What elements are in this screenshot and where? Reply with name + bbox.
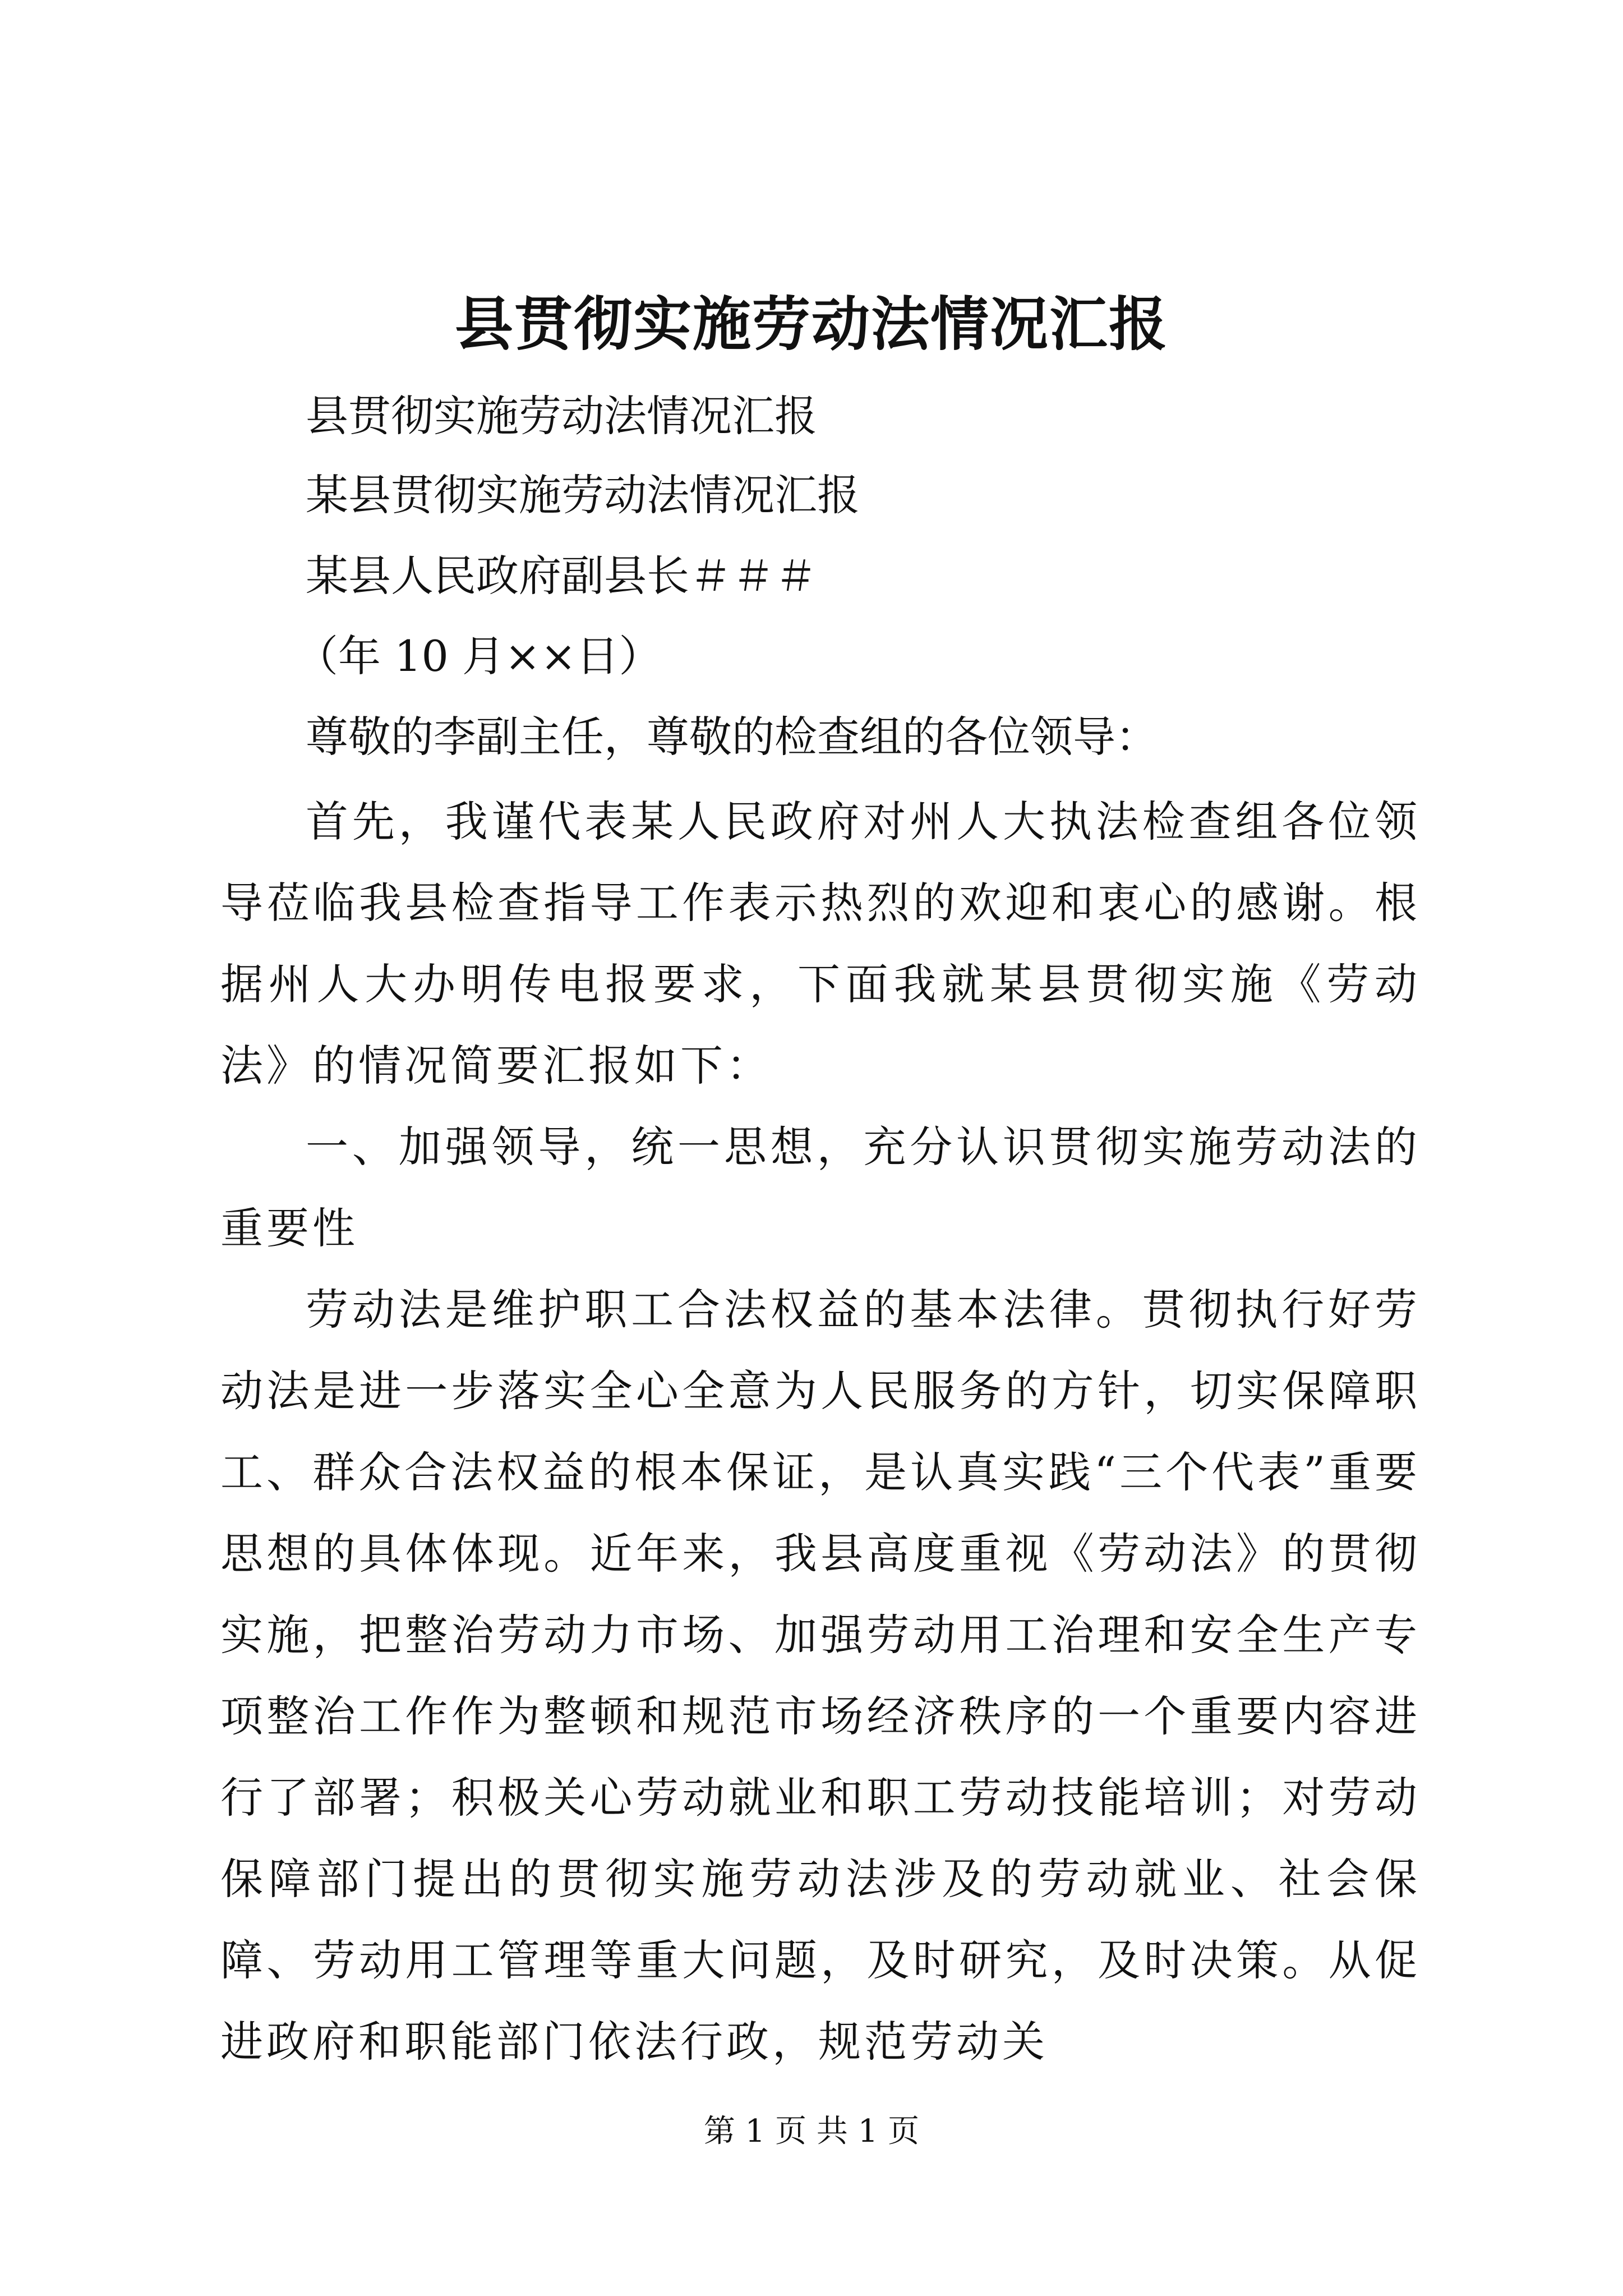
paragraph-intro: 首先，我谨代表某人民政府对州人大执法检查组各位领导莅临我县检查指导工作表示热烈的欢迎和衷心的感谢。根据州人大办明传电报要求，下面我就某县贯彻实施《劳动法》的情况简要汇报如下： bbox=[220, 797, 1421, 1091]
document-title: 县贯彻实施劳动法情况汇报 bbox=[454, 289, 1168, 358]
section-heading: 一、加强领导，统一思想，充分认识贯彻实施劳动法的重要性 bbox=[220, 1122, 1421, 1253]
subtitle-line: 某县贯彻实施劳动法情况汇报 bbox=[306, 470, 860, 520]
paragraph-body: 劳动法是维护职工合法权益的基本法律。贯彻执行好劳动法是进一步落实全心全意为人民服务的方针，切实保障职工、群众合法权益的根本保证，是认真实践“三个代表”重要思想的具体体现。近年来，我县高度重视《劳动法》的贯彻实施，把整治劳动力市场、加强劳动用工治理和安全生产专项整治工作作为整顿和规范市场经济秩序的一个重要内容进行了部署；积极关心劳动就业和职工劳动技能培训；对劳动保障部门提出的贯彻实施劳动法涉及的劳动就业、社会保障、劳动用工管理等重大问题，及时研究，及时决策。从促进政府和职能部门依法行政，规范劳动关 bbox=[220, 1285, 1421, 2067]
page-footer: 第 1 页 共 1 页 bbox=[703, 2113, 920, 2150]
author-line: 某县人民政府副县长＃＃＃ bbox=[306, 551, 817, 601]
salutation-line: 尊敬的李副主任，尊敬的检查组的各位领导： bbox=[306, 712, 1158, 762]
subtitle-line: 县贯彻实施劳动法情况汇报 bbox=[306, 391, 817, 441]
date-line: （年 10 月××日） bbox=[296, 631, 662, 681]
